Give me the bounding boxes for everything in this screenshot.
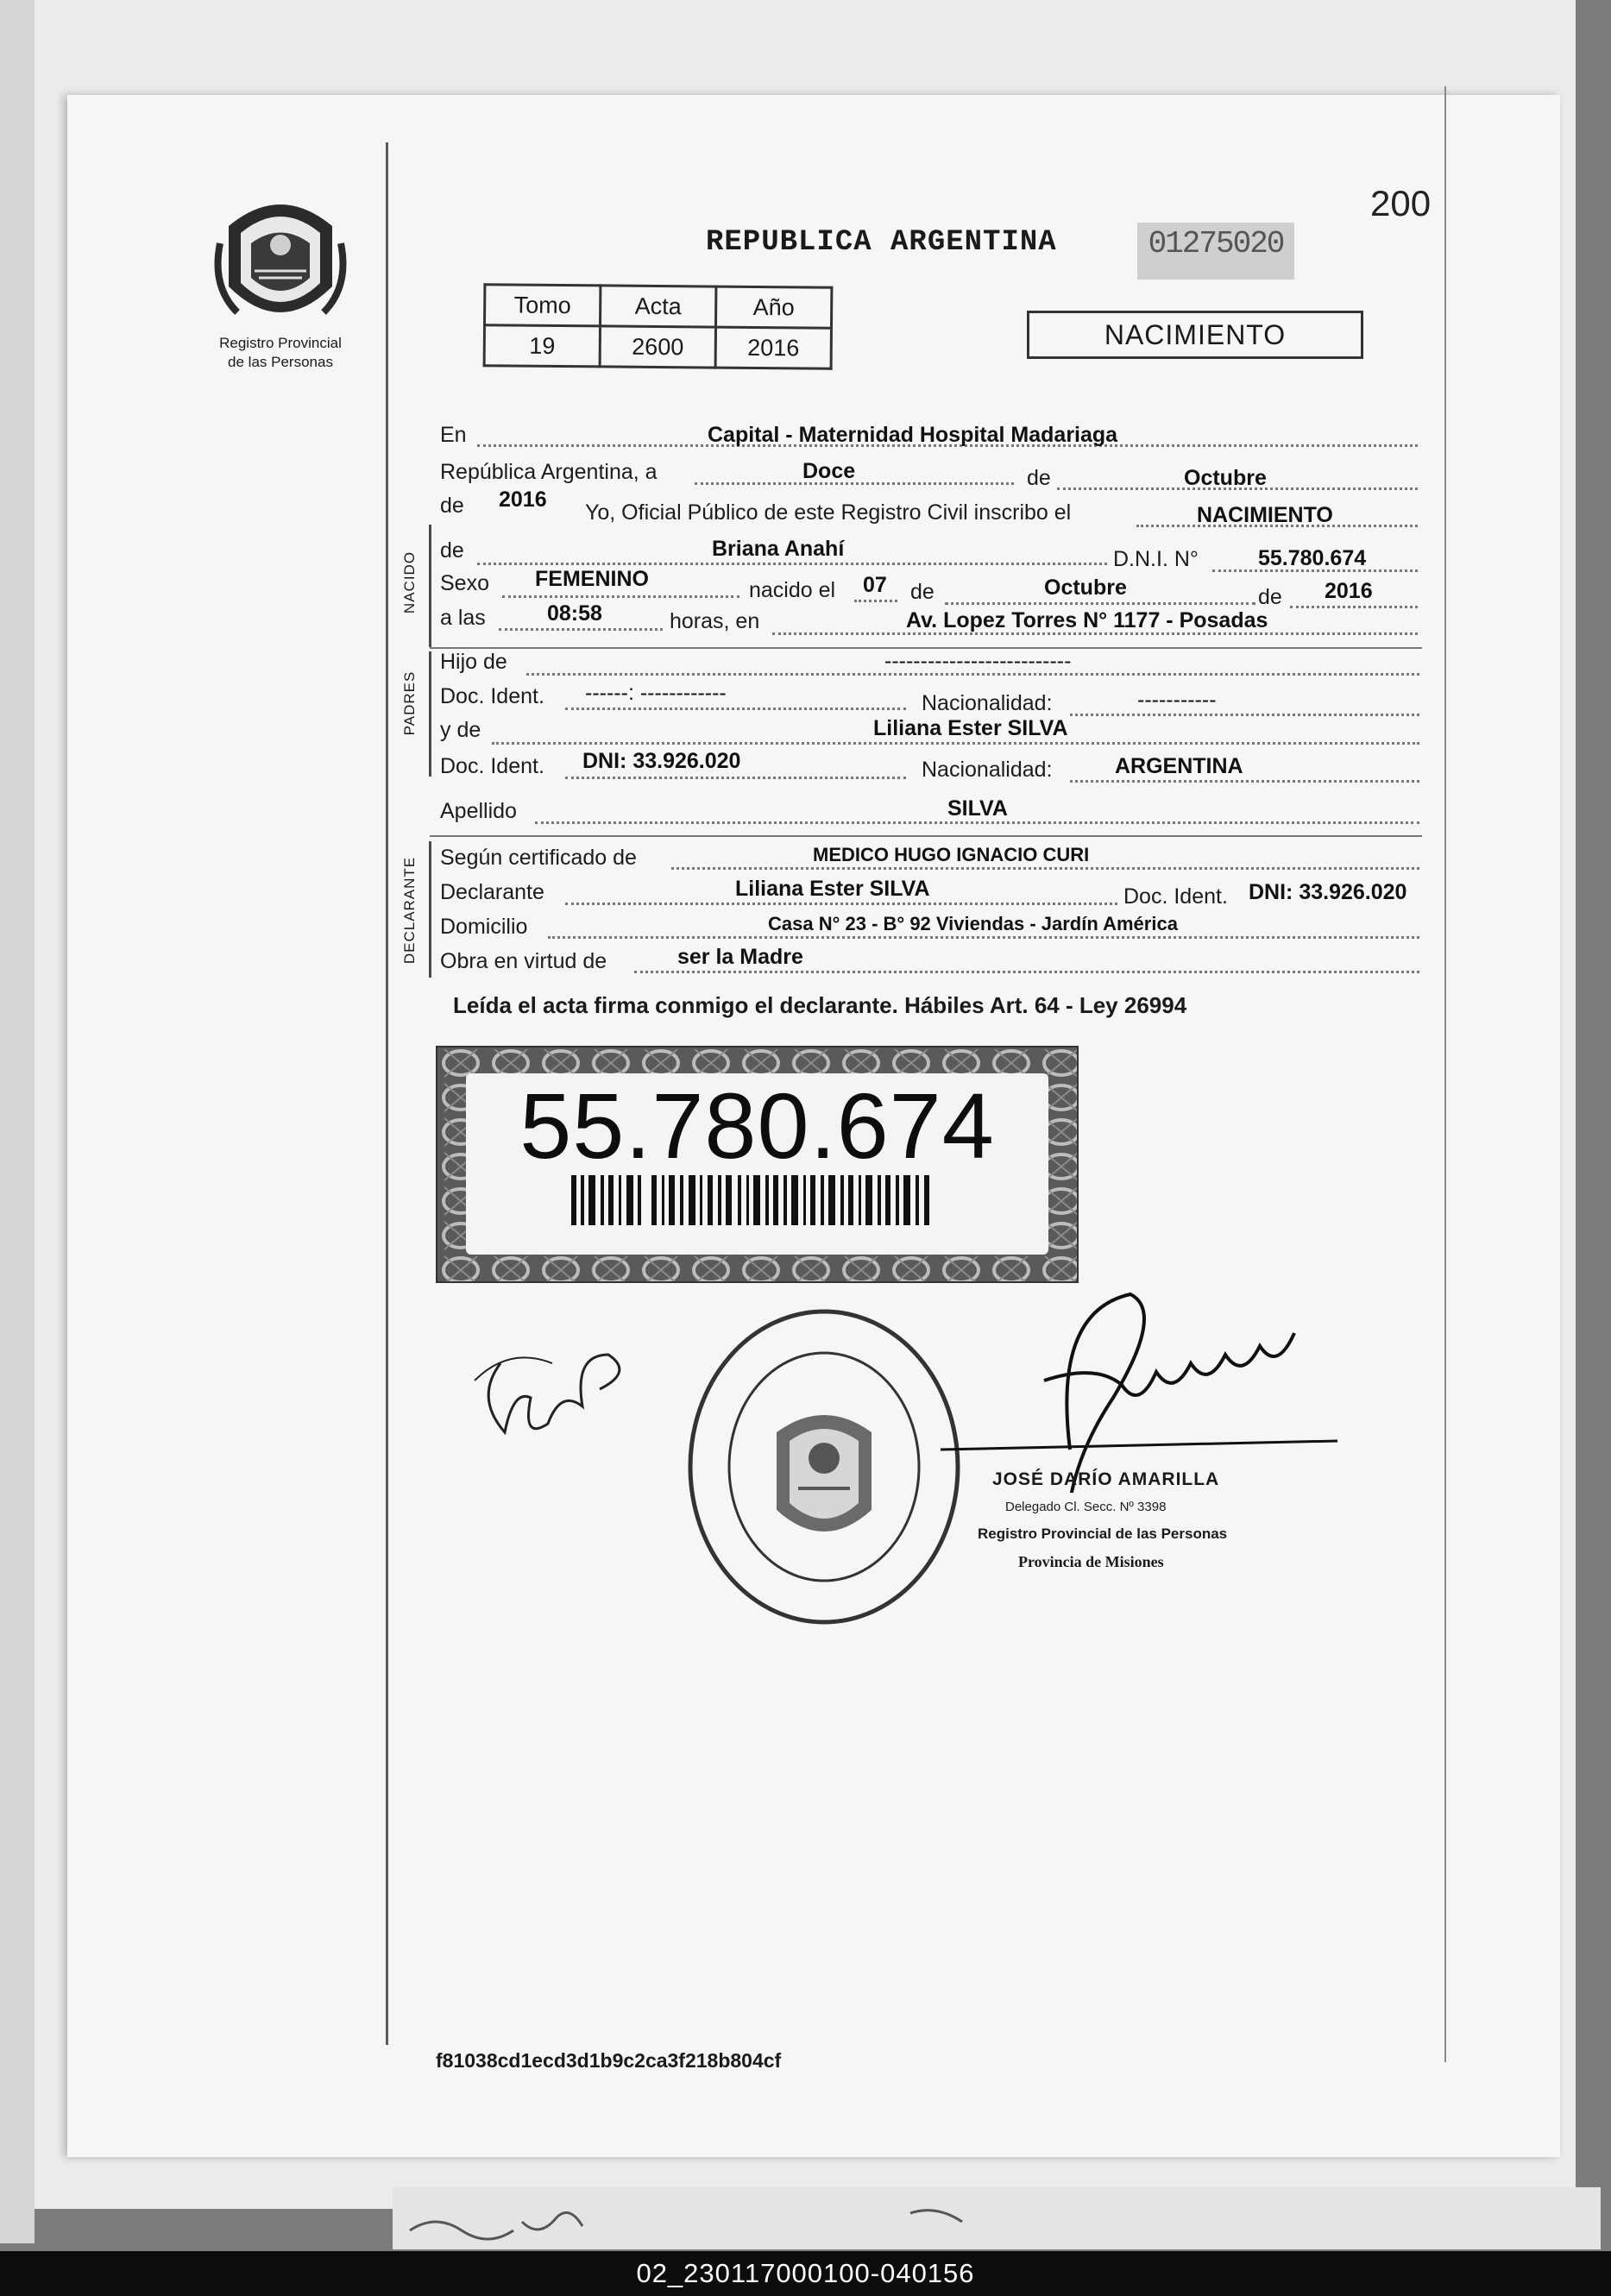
table-cell: 2016	[715, 327, 831, 368]
y-de-label: y de	[440, 718, 481, 742]
dotted-line	[535, 821, 1419, 824]
anio-nacimiento-value: 2016	[1325, 579, 1373, 603]
logo-caption-line-1: Registro Provincial	[219, 335, 342, 351]
dia-nacimiento-value: 07	[863, 573, 887, 597]
dotted-line	[1070, 714, 1419, 716]
record-type-box: NACIMIENTO	[1027, 311, 1363, 359]
official-province: Provincia de Misiones	[1018, 1553, 1164, 1570]
bottom-scribble-icon	[393, 2196, 1083, 2248]
back-page-edge	[0, 0, 35, 2243]
domicilio-label: Domicilio	[440, 915, 528, 939]
hora-value: 08:58	[547, 601, 602, 626]
sexo-value: FEMENINO	[535, 567, 649, 591]
dotted-line	[945, 602, 1255, 605]
madre-nacionalidad-value: ARGENTINA	[1115, 754, 1243, 778]
dotted-line	[1290, 606, 1418, 608]
side-label-padres: PADRES	[401, 670, 418, 736]
dotted-line	[634, 971, 1419, 973]
nacionalidad-label-2: Nacionalidad:	[922, 758, 1053, 782]
madre-value: Liliana Ester SILVA	[873, 716, 1068, 740]
table-header: Año	[715, 286, 831, 328]
coat-of-arms-icon	[211, 192, 349, 330]
doc-ident-label: Doc. Ident.	[440, 684, 544, 708]
obra-label: Obra en virtud de	[440, 949, 607, 973]
nacido-de-label: de	[440, 538, 464, 563]
table-header-row	[485, 285, 832, 329]
lugar-nacimiento-value: Av. Lopez Torres N° 1177 - Posadas	[906, 608, 1268, 632]
doc-ident-label-2: Doc. Ident.	[440, 754, 544, 778]
side-label-nacido: NACIDO	[401, 550, 418, 614]
horas-en-label: horas, en	[670, 609, 760, 633]
domicilio-value: Casa N° 23 - B° 92 Viviendas - Jardín América	[768, 913, 1178, 934]
table-cell: 19	[484, 325, 600, 367]
declarante-bracket	[429, 841, 431, 978]
handwritten-signature-icon	[466, 1312, 630, 1441]
certificado-value: MEDICO HUGO IGNACIO CURI	[813, 844, 1090, 865]
en-label: En	[440, 423, 467, 447]
registry-table	[483, 283, 834, 370]
official-org: Registro Provincial de las Personas	[978, 1525, 1228, 1542]
anio-value: 2016	[499, 488, 547, 512]
section-divider	[430, 835, 1422, 837]
mes-nacimiento-value: Octubre	[1044, 576, 1127, 600]
mes-value: Octubre	[1184, 466, 1267, 490]
hijo-de-label: Hijo de	[440, 650, 507, 674]
official-name: JOSÉ DARÍO AMARILLA	[992, 1469, 1220, 1489]
serial-number: 01275020	[1148, 226, 1284, 261]
dotted-line	[502, 595, 739, 598]
apellido-label: Apellido	[440, 799, 517, 823]
doc-ident-label-3: Doc. Ident.	[1123, 884, 1228, 909]
nacionalidad-label: Nacionalidad:	[922, 691, 1053, 715]
declarante-label: Declarante	[440, 880, 544, 904]
nombre-value: Briana Anahí	[712, 537, 845, 561]
padres-bracket	[429, 651, 431, 777]
a-las-label: a las	[440, 606, 486, 630]
oficial-text: Yo, Oficial Público de este Registro Civil inscribo el	[585, 500, 1072, 525]
table-cell: 2600	[600, 326, 715, 368]
nacido-bracket	[429, 525, 431, 647]
dni-label: D.N.I. N°	[1113, 547, 1199, 571]
underlying-page-edge	[393, 2187, 1601, 2249]
padre-nacionalidad-value: -----------	[1137, 688, 1217, 712]
dotted-line	[565, 903, 1117, 905]
official-seal-icon	[682, 1303, 966, 1631]
de-label: de	[910, 580, 935, 604]
acto-value: NACIMIENTO	[1197, 503, 1333, 527]
dotted-line	[499, 628, 663, 631]
republica-label: República Argentina, a	[440, 460, 658, 484]
declarante-doc-value: DNI: 33.926.020	[1249, 880, 1407, 904]
official-title: Delegado Cl. Secc. Nº 3398	[1005, 1500, 1167, 1514]
table-header: Tomo	[485, 285, 601, 326]
dotted-line	[565, 708, 906, 710]
apellido-value: SILVA	[947, 796, 1008, 821]
de-label: de	[1027, 466, 1051, 490]
dotted-line	[854, 600, 897, 602]
document-hash: f81038cd1ecd3d1b9c2ca3f218b804cf	[436, 2049, 782, 2072]
right-margin-line	[1444, 86, 1446, 2062]
dotted-line	[548, 936, 1419, 939]
closing-statement: Leída el acta firma conmigo el declarante. Hábiles Art. 64 - Ley 26994	[453, 992, 1187, 1018]
sexo-label: Sexo	[440, 571, 489, 595]
dia-value: Doce	[802, 459, 856, 483]
obra-value: ser la Madre	[677, 945, 803, 969]
padre-value: --------------------------	[884, 649, 1072, 673]
nacido-el-label: nacido el	[749, 578, 836, 602]
dotted-line	[565, 777, 906, 779]
sticker-dni-number: 55.780.674	[519, 1073, 995, 1178]
document-title: REPUBLICA ARGENTINA	[706, 226, 1057, 259]
dotted-line	[477, 563, 1107, 565]
footer-code: 02_230117000100-040156	[636, 2258, 975, 2288]
dotted-line	[1070, 780, 1419, 783]
table-header: Acta	[601, 286, 716, 327]
logo-caption-line-2: de las Personas	[228, 354, 333, 370]
side-label-declarante: DECLARANTE	[401, 856, 418, 965]
page-number: 200	[1370, 183, 1432, 223]
dni-value: 55.780.674	[1258, 546, 1367, 570]
table-row	[484, 325, 831, 369]
declarante-value: Liliana Ester SILVA	[735, 877, 930, 901]
official-signature-icon	[941, 1277, 1346, 1493]
certificado-label: Según certificado de	[440, 846, 637, 870]
madre-doc-value: DNI: 33.926.020	[582, 749, 741, 773]
dotted-line	[671, 867, 1419, 870]
de-label-2: de	[1258, 585, 1282, 609]
lugar-value: Capital - Maternidad Hospital Madariaga	[708, 423, 1118, 447]
dotted-line	[492, 742, 1419, 745]
de-label-2: de	[440, 494, 464, 518]
padre-doc-value: ------: ------------	[585, 681, 727, 705]
left-margin-line	[386, 142, 388, 2045]
